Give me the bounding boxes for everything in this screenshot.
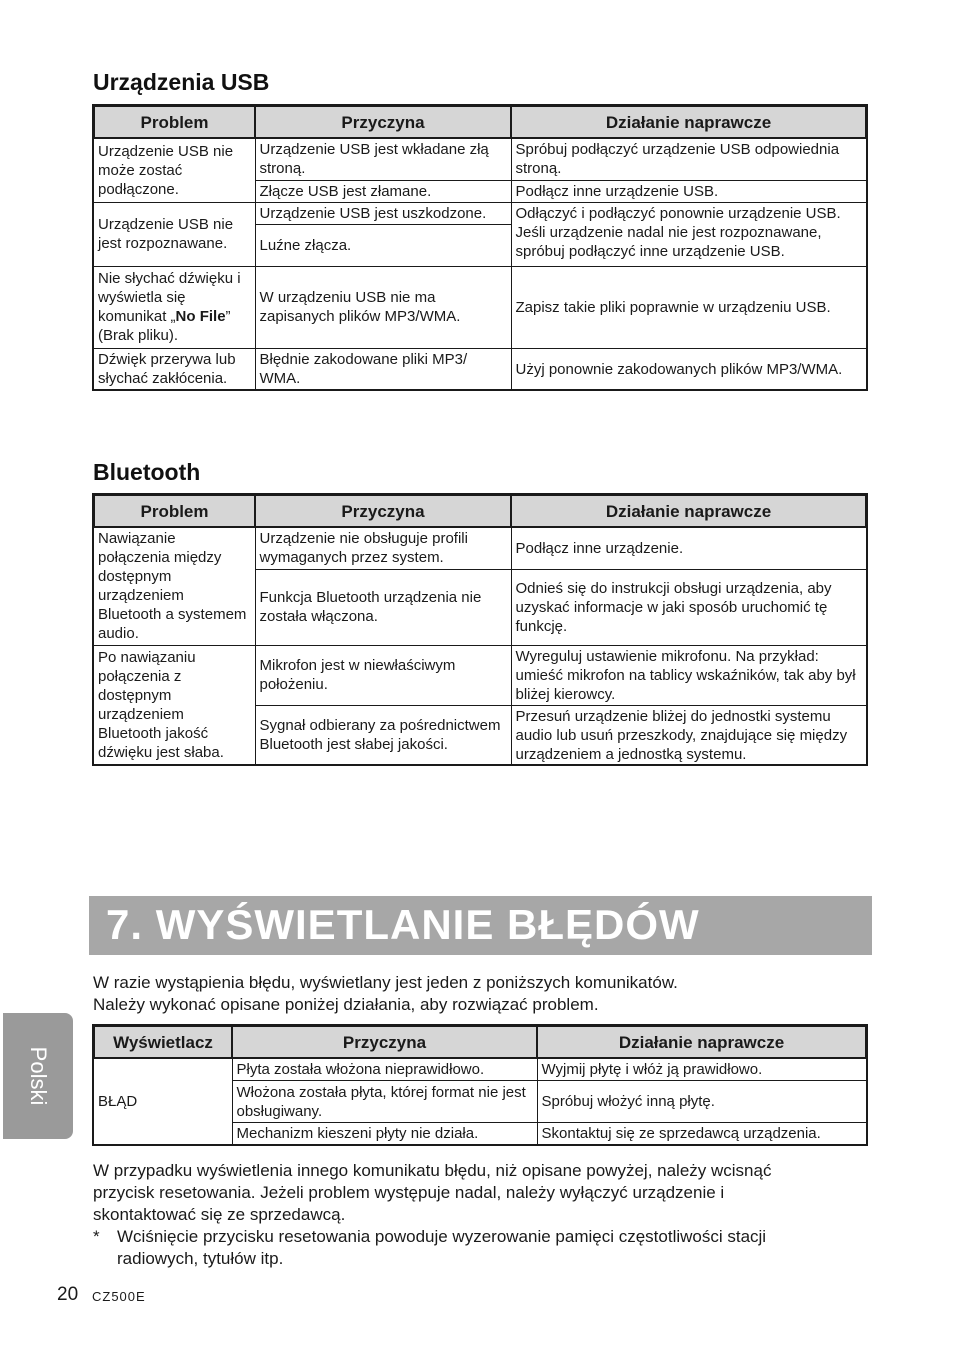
problem-cell: Nie słychać dźwięku i wyświetla się komunikat „No File” (Brak pliku). <box>94 266 255 348</box>
problem-cell: Urządzenie USB nie jest rozpoznawane. <box>94 202 255 266</box>
cause-cell: Urządzenie USB jest wkładane złą stroną. <box>255 138 511 180</box>
cause-cell: Funkcja Bluetooth urządzenia nie została włączona. <box>255 569 511 645</box>
table-row <box>94 138 866 180</box>
action-cell: Podłącz inne urządzenie USB. <box>511 180 866 202</box>
problem-cell: Nawiązanie połączenia między dostępnym urządzeniem Bluetooth a systemem audio. <box>94 527 255 645</box>
action-cell: Podłącz inne urządzenie. <box>511 527 866 569</box>
table-row <box>94 266 866 348</box>
action-cell: Wyreguluj ustawienie mikrofonu. Na przykład: umieść mikrofon na tablicy wskaźników, tak aby był bliżej kierowcy. <box>511 645 866 705</box>
cause-cell: Złącze USB jest złamane. <box>255 180 511 202</box>
error-section-heading: 7. WYŚWIETLANIE BŁĘDÓW <box>106 901 700 948</box>
header-problem: Problem <box>94 495 255 527</box>
usb-table <box>93 105 867 390</box>
problem-cell: Urządzenie USB nie może zostać podłączone. <box>94 138 255 202</box>
action-cell: Zapisz takie pliki poprawnie w urządzeniu USB. <box>511 266 866 348</box>
language-side-tab <box>3 1013 73 1139</box>
cause-cell: Luźne złącza. <box>255 224 511 266</box>
header-problem: Problem <box>94 106 255 138</box>
table-row <box>94 645 866 705</box>
error-footer-text: W przypadku wyświetlenia innego komunikatu błędu, niż opisane powyżej, należy wcisnąć przycisk resetowania. Jeżeli problem występuje nadal, należy wyłączyć urządzenie i skontaktować się ze sprzedawcą. <box>93 1161 772 1224</box>
problem-cell: Dźwięk przerywa lub słychać zakłócenia. <box>94 348 255 390</box>
header-cause: Przyczyna <box>255 106 511 138</box>
bluetooth-table-header <box>94 495 866 527</box>
action-cell: Odnieś się do instrukcji obsługi urządzenia, aby uzyskać informacje w jaki sposób uruchomić tę funkcję. <box>511 569 866 645</box>
cause-cell: Włożona została płyta, której format nie jest obsługiwany. <box>232 1081 537 1123</box>
error-intro-line-2: Należy wykonać opisane poniżej działania, aby rozwiązać problem. <box>93 995 599 1014</box>
header-action: Działanie naprawcze <box>511 106 866 138</box>
cause-cell: Mikrofon jest w niewłaściwym położeniu. <box>255 645 511 705</box>
cause-cell: Płyta została włożona nieprawidłowo. <box>232 1058 537 1081</box>
action-cell: Użyj ponownie zakodowanych plików MP3/WMA. <box>515 360 843 378</box>
problem-cell: Po nawiązaniu połączenia z dostępnym urządzeniem Bluetooth jakość dźwięku jest słaba. <box>94 645 255 765</box>
cause-cell: Urządzenie nie obsługuje profili wymaganych przez system. <box>255 527 511 569</box>
usb-table-header <box>94 106 866 138</box>
note-asterisk: * <box>93 1227 100 1246</box>
reset-note: Wciśnięcie przycisku resetowania powoduje wyzerowanie pamięci częstotliwości stacji radiowych, tytułów itp. <box>117 1227 767 1268</box>
action-cell: Przesuń urządzenie bliżej do jednostki systemu audio lub usuń przeszkody, znajdujące się między urządzeniem a jednostką systemu. <box>515 707 848 763</box>
header-cause: Przyczyna <box>232 1026 537 1058</box>
header-display: Wyświetlacz <box>94 1026 232 1058</box>
header-action: Działanie naprawcze <box>537 1026 866 1058</box>
table-row <box>94 1058 866 1081</box>
error-table-header <box>94 1026 866 1058</box>
cause-cell: Mechanizm kieszeni płyty nie działa. <box>232 1123 537 1145</box>
action-cell: Spróbuj podłączyć urządzenie USB odpowiednia stroną. <box>511 138 866 180</box>
language-label: Polski <box>26 1046 51 1106</box>
table-row <box>94 348 866 390</box>
table-row <box>94 202 866 224</box>
page-number: 20 <box>57 1284 79 1305</box>
table-row <box>94 527 866 569</box>
action-cell: Wyjmij płytę i włóż ją prawidłowo. <box>537 1058 866 1081</box>
bluetooth-table <box>93 494 867 765</box>
action-cell: Skontaktuj się ze sprzedawcą urządzenia. <box>541 1125 821 1143</box>
model-name: CZ500E <box>92 1289 146 1304</box>
cause-cell: Błędnie zakodowane pliki MP3/ WMA. <box>255 348 511 390</box>
error-intro-line-1: W razie wystąpienia błędu, wyświetlany jest jeden z poniższych komunikatów. <box>93 973 678 992</box>
action-cell: Spróbuj włożyć inną płytę. <box>537 1081 866 1123</box>
bluetooth-section-title: Bluetooth <box>93 459 201 485</box>
cause-cell: W urządzeniu USB nie ma zapisanych plików MP3/WMA. <box>255 266 511 348</box>
header-action: Działanie naprawcze <box>511 495 866 527</box>
usb-section-title: Urządzenia USB <box>93 69 270 95</box>
cause-cell: Urządzenie USB jest uszkodzone. <box>255 202 511 224</box>
display-cell: BŁĄD <box>94 1058 232 1145</box>
header-cause: Przyczyna <box>255 495 511 527</box>
cause-cell: Sygnał odbierany za pośrednictwem Bluetooth jest słabej jakości. <box>255 705 511 765</box>
action-cell: Odłączyć i podłączyć ponownie urządzenie USB. Jeśli urządzenie nadal nie jest rozpoznawane, spróbuj podłączyć inne urządzenie USB. <box>511 202 866 266</box>
error-table <box>93 1025 867 1145</box>
